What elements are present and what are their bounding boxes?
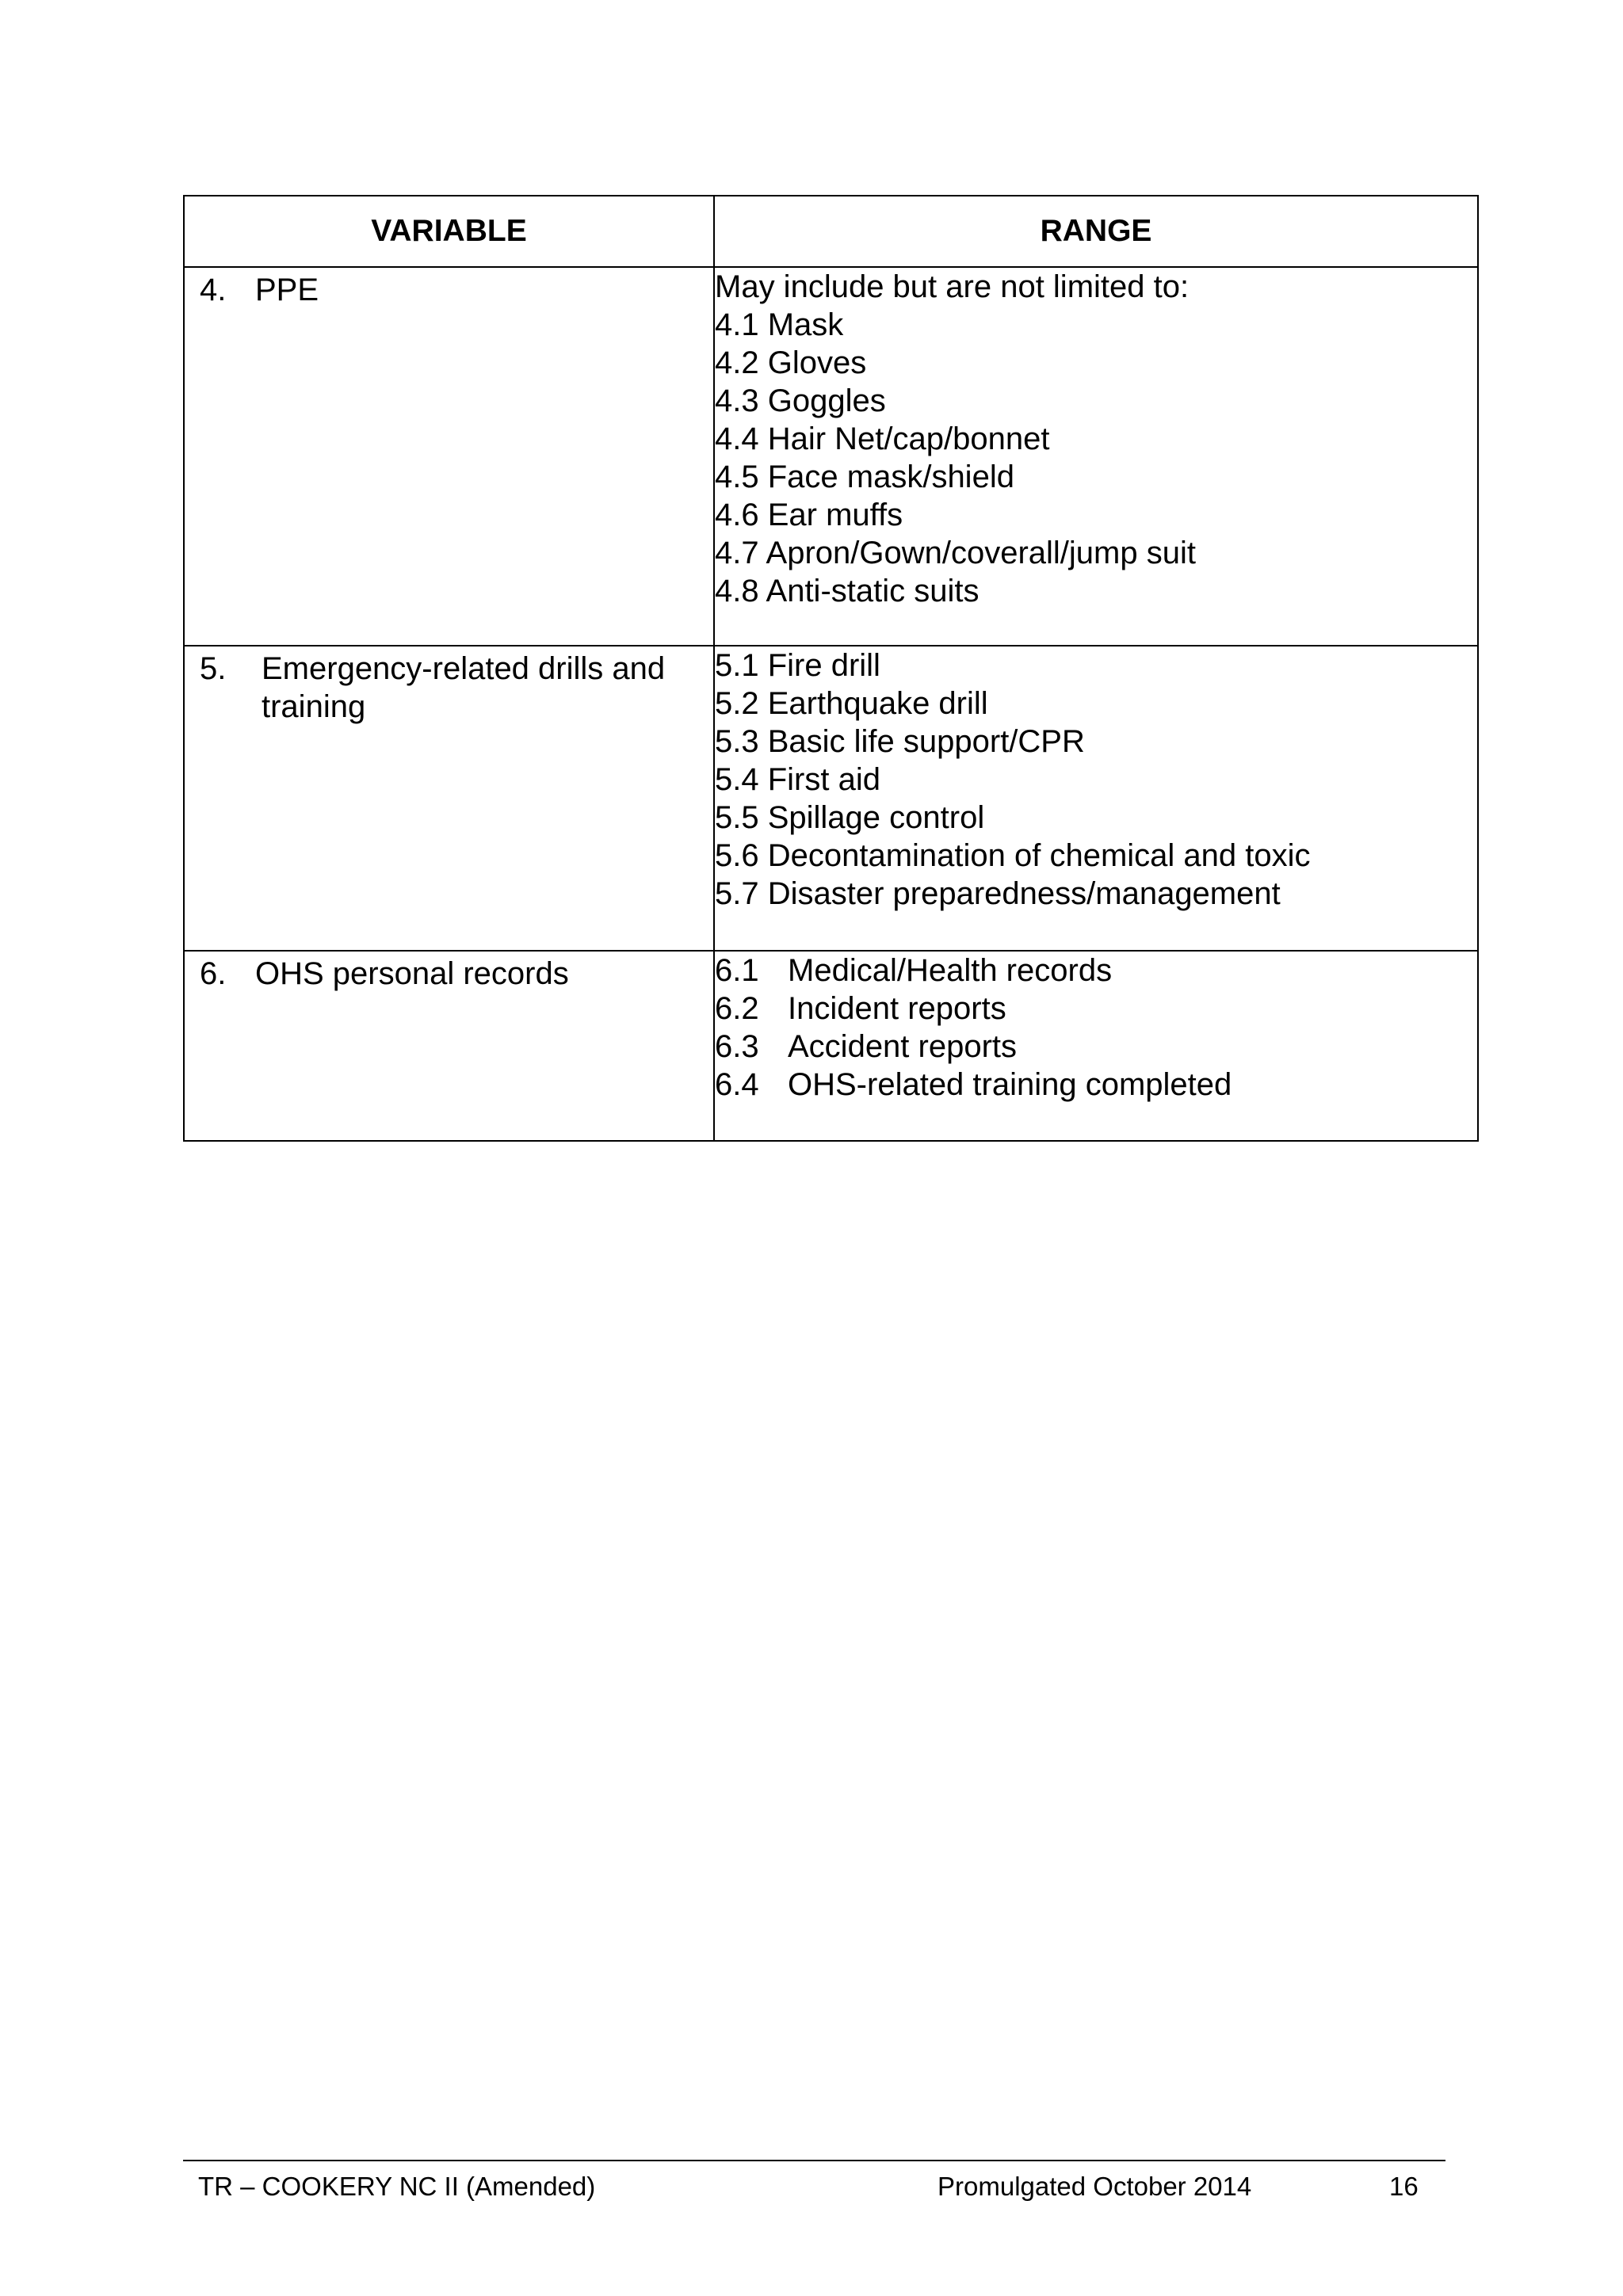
table-header-row [184,196,1478,267]
range-item-text: Medical/Health records [788,953,1113,988]
range-item [715,1066,1477,1104]
range-item: 5.3 Basic life support/CPR [715,724,1085,759]
range-item: 4.1 Mask [715,307,844,342]
range-intro: May include but are not limited to: [715,269,1190,304]
range-item: 4.3 Goggles [715,383,886,418]
range-item-number: 6.2 [715,991,759,1026]
range-item-text: Accident reports [788,1029,1018,1064]
header-range: RANGE [714,196,1478,267]
range-cell [714,646,1478,951]
range-cell [714,951,1478,1141]
range-item: 5.1 Fire drill [715,648,880,683]
range-item: 5.7 Disaster preparedness/management [715,876,1281,911]
footer-page-number: 16 [1389,2172,1419,2201]
variable-label: PPE [255,273,319,307]
range-item: 5.5 Spillage control [715,800,985,835]
header-variable: VARIABLE [184,196,714,267]
footer-divider [183,2160,1445,2161]
range-item: 4.5 Face mask/shield [715,460,1014,494]
footer-document-title: TR – COOKERY NC II (Amended) [198,2172,596,2201]
variable-cell [184,951,714,1141]
range-item: 4.4 Hair Net/cap/bonnet [715,421,1050,456]
range-item [715,990,1477,1028]
range-item [715,1028,1477,1066]
range-item-number: 6.4 [715,1067,759,1102]
range-cell [714,267,1478,646]
variable-number: 5. [200,651,227,686]
table-row [184,951,1478,1141]
range-item: 4.7 Apron/Gown/coverall/jump suit [715,536,1196,570]
range-item: 5.6 Decontamination of chemical and toxic [715,838,1311,873]
range-item: 4.8 Anti-static suits [715,574,980,608]
variable-number: 4. [200,273,227,307]
range-item-number: 6.1 [715,953,759,988]
range-item: 5.2 Earthquake drill [715,686,988,721]
variable-label: Emergency-related drills and training [262,651,666,724]
range-item: 4.6 Ear muffs [715,498,903,532]
range-item: 5.4 First aid [715,762,880,797]
table-row [184,267,1478,646]
variable-label: OHS personal records [255,956,569,991]
variable-number: 6. [200,956,227,991]
variable-cell [184,646,714,951]
range-item-text: OHS-related training completed [788,1067,1232,1102]
range-item [715,952,1477,990]
table-row [184,646,1478,951]
footer-promulgation-date: Promulgated October 2014 [938,2172,1252,2201]
range-item-text: Incident reports [788,991,1006,1026]
range-item: 4.2 Gloves [715,345,867,380]
range-item-number: 6.3 [715,1029,759,1064]
variable-range-table [183,195,1479,1142]
variable-cell [184,267,714,646]
